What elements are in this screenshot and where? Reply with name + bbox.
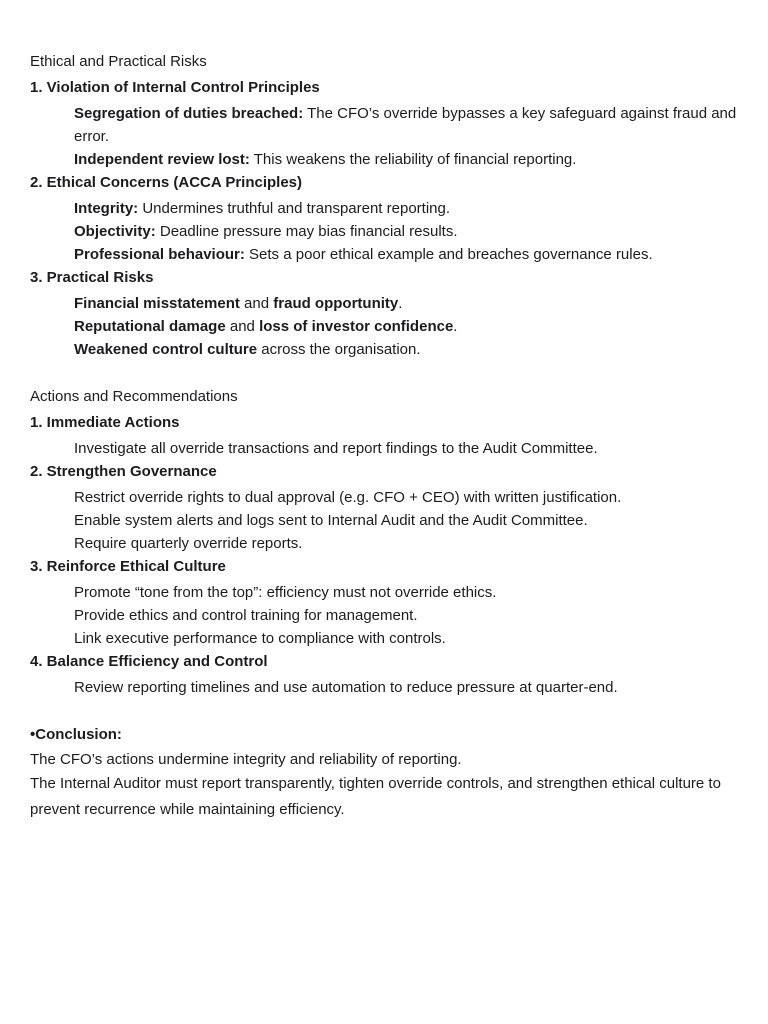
risk-item-professional-behaviour	[30, 243, 742, 266]
section-title-risks: Ethical and Practical Risks	[30, 53, 207, 70]
risks-heading-1: 1. Violation of Internal Control Principles	[30, 79, 320, 96]
risks-heading-3: 3. Practical Risks	[30, 269, 154, 286]
conclusion-line-2: The Internal Auditor must report transparently, tighten override controls, and strengthen ethical culture to prevent recurrence while maintaining efficiency.	[30, 775, 721, 818]
action-item: Promote “tone from the top”: efficiency must not override ethics.	[74, 584, 497, 601]
document-body	[30, 50, 742, 823]
risk-item-bold-2: fraud opportunity	[273, 295, 399, 312]
risk-item-text: across the organisation.	[257, 341, 421, 358]
risks-heading-2: 2. Ethical Concerns (ACCA Principles)	[30, 174, 303, 191]
risk-item-text: and	[225, 318, 260, 335]
risk-item-label: Independent review lost:	[74, 151, 250, 168]
risk-item-end: .	[453, 318, 458, 335]
risk-item-reputation	[30, 315, 742, 338]
actions-heading-1: 1. Immediate Actions	[30, 414, 180, 431]
risk-item-label: Integrity:	[74, 200, 139, 217]
risk-item-end: .	[398, 295, 403, 312]
risk-item-objectivity	[30, 220, 742, 243]
section-spacer	[30, 361, 742, 385]
risk-item-text: and	[239, 295, 274, 312]
risk-item-bold-2: loss of investor confidence	[259, 318, 454, 335]
risk-item-bold-1: Weakened control culture	[74, 341, 258, 358]
risk-item-label: Objectivity:	[74, 223, 156, 240]
risk-item-text: The CFO’s override bypasses a key safeguard against fraud and error.	[74, 105, 737, 145]
risk-item-bold-1: Reputational damage	[74, 318, 226, 335]
risk-item-label: Segregation of duties breached:	[74, 105, 304, 122]
risk-item-text: Undermines truthful and transparent reporting.	[138, 200, 451, 217]
action-item: Require quarterly override reports.	[74, 535, 303, 552]
conclusion-line-1: The CFO’s actions undermine integrity and reliability of reporting.	[30, 751, 462, 768]
risk-item-independent-review	[30, 148, 742, 171]
risk-item-misstatement	[30, 292, 742, 315]
section-spacer	[30, 699, 742, 723]
risk-item-text: Deadline pressure may bias financial results.	[155, 223, 458, 240]
action-item: Link executive performance to compliance with controls.	[74, 630, 446, 647]
action-item: Investigate all override transactions and report findings to the Audit Committee.	[74, 440, 598, 457]
risk-item-text: This weakens the reliability of financial reporting.	[249, 151, 577, 168]
risk-item-segregation	[30, 102, 742, 148]
conclusion-title: •Conclusion:	[30, 726, 122, 743]
action-item: Review reporting timelines and use automation to reduce pressure at quarter-end.	[74, 679, 618, 696]
risk-item-label: Professional behaviour:	[74, 246, 245, 263]
section-title-actions: Actions and Recommendations	[30, 388, 238, 405]
action-item: Restrict override rights to dual approval (e.g. CFO + CEO) with written justification.	[74, 489, 622, 506]
actions-heading-4: 4. Balance Efficiency and Control	[30, 653, 268, 670]
actions-heading-2: 2. Strengthen Governance	[30, 463, 217, 480]
risk-item-control-culture	[30, 338, 742, 361]
risk-item-text: Sets a poor ethical example and breaches governance rules.	[244, 246, 653, 263]
action-item: Provide ethics and control training for management.	[74, 607, 418, 624]
risk-item-integrity	[30, 197, 742, 220]
risk-item-bold-1: Financial misstatement	[74, 295, 240, 312]
actions-heading-3: 3. Reinforce Ethical Culture	[30, 558, 226, 575]
action-item: Enable system alerts and logs sent to Internal Audit and the Audit Committee.	[74, 512, 588, 529]
